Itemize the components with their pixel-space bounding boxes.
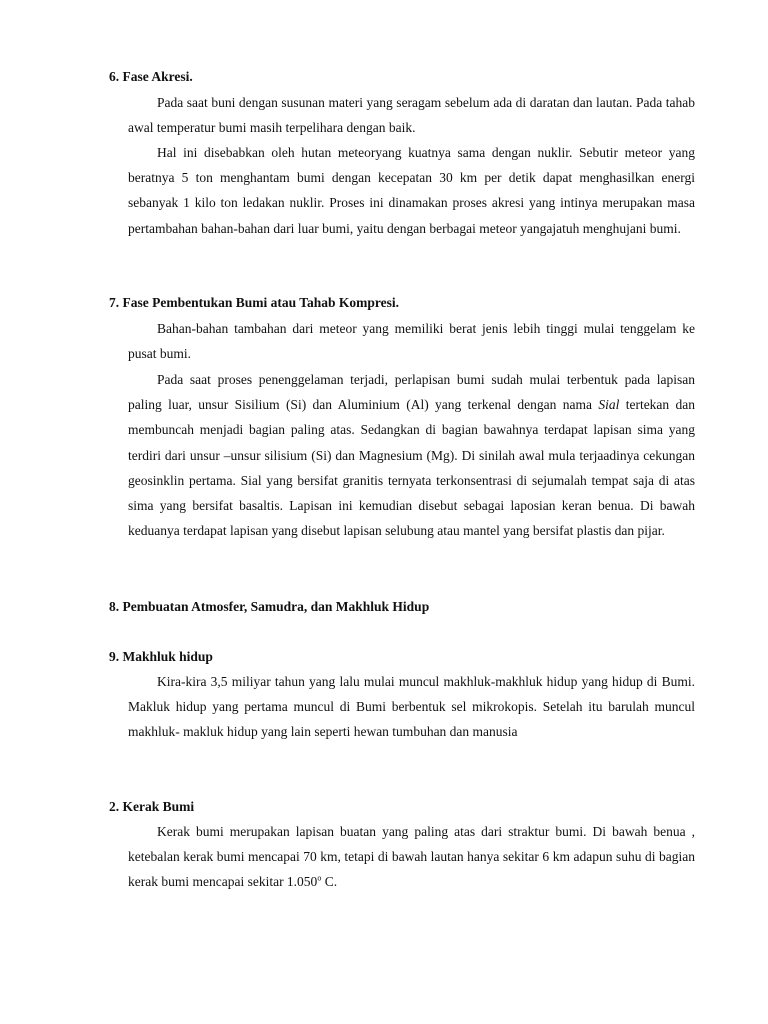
section-heading-fase-akresi: 6. Fase Akresi. [109, 69, 193, 84]
paragraph-text: C. [321, 874, 338, 890]
paragraph-text: tertekan dan membuncah menjadi bagian paling atas. Sedangkan di bagian bawahnya terdapat lapisan sima yang terdiri dari unsur –unsur silisium (Si) dan Magnesium (Mg). Di sinilah awal mula terjaadinya cekungan geosinklin pertama. Sial yang bersifat granitis ternyata terkonsentrasi di sejumalah tempat saja di atas sima yang bersifat basaltis. Lapisan ini kemudian disebut sebagai laposian keran benua. Di bawah keduanya terdapat lapisan yang disebut lapisan selubung atau mantel yang bersifat plastis dan pijar. [128, 397, 696, 539]
paragraph: Pada saat buni dengan susunan materi yang seragam sebelum ada di daratan dan lautan. Pada tahab awal temperatur bumi masih terpelihara dengan baik. [128, 95, 695, 136]
paragraph: Hal ini disebabkan oleh hutan meteoryang kuatnya sama dengan nuklir. Sebutir meteor yang beratnya 5 ton menghantam bumi dengan kecepatan 30 km per detik dapat menghasilkan energi sebanyak 1 kilo ton ledakan nuklir. Proses ini dinamakan proses akresi yang intinya merupakan masa pertambahan bahan-bahan dari luar bumi, yaitu dengan berbagai meteor yangajatuh menghujani bumi. [128, 145, 695, 236]
section-heading-makhluk-hidup: 9. Makhluk hidup [109, 649, 213, 664]
paragraph-text: Pada saat proses penenggelaman terjadi, perlapisan bumi sudah mulai terbentuk pada lapisan paling luar, unsur Sisilium (Si) dan Aluminium (Al) yang terkenal dengan nama [128, 372, 695, 413]
paragraph: Bahan-bahan tambahan dari meteor yang memiliki berat jenis lebih tinggi mulai tenggelam ke pusat bumi. [128, 321, 695, 362]
section-heading-kerak-bumi: 2. Kerak Bumi [109, 799, 195, 814]
paragraph: Kira-kira 3,5 miliyar tahun yang lalu mulai muncul makhluk-makhluk hidup yang hidup di Bumi. Makluk hidup yang pertama muncul di Bumi berbentuk sel mikrokopis. Setelah itu barulah muncul makhluk- makluk hidup yang lain seperti hewan tumbuhan dan manusia [128, 674, 695, 740]
paragraph-text: Kerak bumi merupakan lapisan buatan yang paling atas dari straktur bumi. Di bawah benua , ketebalan kerak bumi mencapai 70 km, tetapi di bawah lautan hanya sekitar 6 km adapun suhu di bagian kerak bumi mencapai sekitar 1.050 [128, 824, 695, 890]
section-heading-fase-pembentukan-bumi: 7. Fase Pembentukan Bumi atau Tahab Kompresi. [109, 295, 400, 310]
paragraph [128, 367, 695, 543]
italic-term: Sial [598, 397, 620, 413]
degree-superscript: o [317, 873, 322, 883]
paragraph [128, 819, 695, 895]
section-heading-pembuatan-atmosfer: 8. Pembuatan Atmosfer, Samudra, dan Makhluk Hidup [109, 599, 430, 614]
